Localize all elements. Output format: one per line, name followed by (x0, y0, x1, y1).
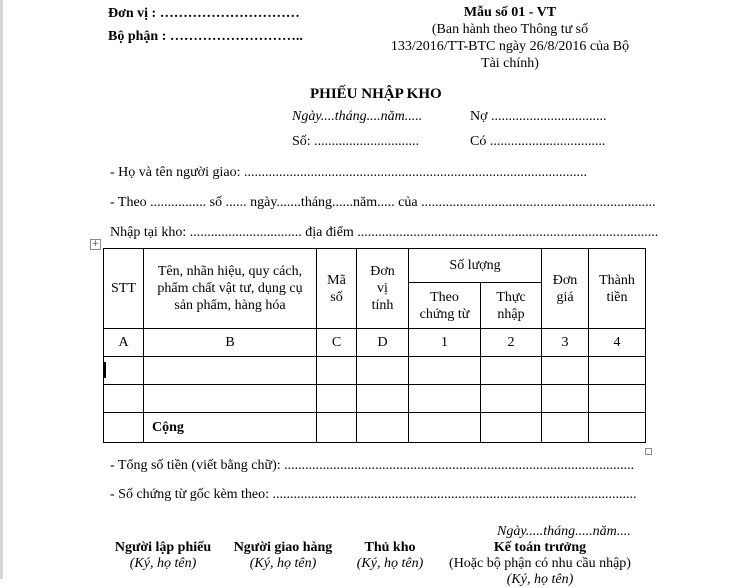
signature-note: (Ký, họ tên) (129, 556, 197, 571)
table-cell[interactable] (357, 413, 409, 443)
text-cursor (104, 362, 106, 378)
issued-line-3: Tài chính) (481, 56, 539, 71)
header-code: Mã số (317, 249, 357, 329)
form-issuance-block (360, 4, 660, 72)
table-cell[interactable] (104, 385, 144, 413)
index-cell: A (104, 329, 144, 357)
deliverer-field: - Họ và tên người giao: .................................................................................................. (110, 165, 587, 180)
goods-table (103, 248, 646, 443)
index-cell: 3 (542, 329, 589, 357)
table-cell[interactable] (481, 357, 542, 385)
table-cell[interactable] (144, 385, 317, 413)
table-cell[interactable] (104, 413, 144, 443)
table-cell[interactable] (409, 413, 481, 443)
index-row (104, 329, 646, 357)
issued-line-2: 133/2016/TT-BTC ngày 26/8/2016 của Bộ (390, 39, 630, 54)
index-cell: 4 (589, 329, 646, 357)
signature-date: Ngày.....tháng.....năm.... (497, 524, 631, 539)
date-line: Ngày....tháng....năm..... (292, 109, 423, 124)
signature-title: Người lập phiếu (114, 540, 212, 555)
index-cell: D (357, 329, 409, 357)
credit-line: Có ................................. (470, 134, 606, 149)
form-number: Mẫu số 01 - VT (463, 5, 557, 20)
signature-note: (Ký, họ tên) (506, 572, 574, 587)
total-in-words-field: - Tổng số tiền (viết bằng chữ): .................................................................................................... (110, 458, 635, 473)
index-cell: B (144, 329, 317, 357)
table-cell[interactable] (317, 385, 357, 413)
signature-title: Thủ kho (364, 540, 416, 555)
table-cell[interactable] (481, 385, 542, 413)
table-cell[interactable] (589, 357, 646, 385)
table-cell[interactable] (589, 385, 646, 413)
table-row (104, 357, 646, 385)
table-cell[interactable] (542, 357, 589, 385)
total-row (104, 413, 646, 443)
signature-preparer (108, 540, 218, 572)
table-cell[interactable] (317, 413, 357, 443)
according-to-field: - Theo ................ số ...... ngày.......tháng......năm..... của ................................................................... (110, 195, 656, 210)
table-cell[interactable] (542, 385, 589, 413)
department-label: Bộ phận : ……………………….. (108, 29, 303, 44)
header-item-name: Tên, nhãn hiệu, quy cách, phẩm chất vật tư, dụng cụ sản phẩm, hàng hóa (144, 249, 317, 329)
signature-chief-accountant (440, 540, 640, 588)
header-amount: Thành tiền (589, 249, 646, 329)
header-unit: Đơn vị tính (357, 249, 409, 329)
signature-note: (Ký, họ tên) (356, 556, 424, 571)
header-unit-price: Đơn giá (542, 249, 589, 329)
table-cell[interactable] (357, 357, 409, 385)
document-title: PHIẾU NHẬP KHO (310, 86, 442, 102)
table-cell[interactable] (542, 413, 589, 443)
table-resize-handle[interactable] (645, 448, 652, 455)
table-row (104, 385, 646, 413)
index-cell: C (317, 329, 357, 357)
total-label: Cộng (144, 413, 317, 443)
warehouse-field: Nhập tại kho: ................................ địa điểm ...................................................................................... (110, 225, 659, 240)
header-per-document: Theo chứng từ (409, 283, 481, 329)
index-cell: 2 (481, 329, 542, 357)
table-cell[interactable] (409, 385, 481, 413)
header-quantity: Số lượng (409, 249, 542, 283)
table-cell[interactable] (481, 413, 542, 443)
header-stt: STT (104, 249, 144, 329)
table-cell[interactable] (104, 357, 144, 385)
header-actual-received: Thực nhập (481, 283, 542, 329)
table-move-icon[interactable]: + (91, 239, 100, 249)
table-cell[interactable] (144, 357, 317, 385)
issued-line-1: (Ban hành theo Thông tư số (431, 22, 589, 37)
signature-title: Kế toán trưởng (493, 540, 587, 555)
signature-note: (Ký, họ tên) (249, 556, 317, 571)
attached-documents-field: - Số chứng từ gốc kèm theo: ........................................................................................................ (110, 487, 637, 502)
signature-title: Người giao hàng (233, 540, 333, 555)
table-cell[interactable] (357, 385, 409, 413)
debit-line: Nợ ................................. (470, 109, 607, 124)
number-line: Số: .............................. (292, 134, 420, 149)
table-cell[interactable] (589, 413, 646, 443)
index-cell: 1 (409, 329, 481, 357)
unit-label: Đơn vị : ………………………… (108, 6, 300, 21)
table-cell[interactable] (409, 357, 481, 385)
signature-note: (Hoặc bộ phận có nhu cầu nhập) (449, 556, 631, 571)
table-cell[interactable] (317, 357, 357, 385)
signature-deliverer (228, 540, 338, 572)
signature-storekeeper (350, 540, 430, 572)
page-left-edge (0, 0, 3, 579)
